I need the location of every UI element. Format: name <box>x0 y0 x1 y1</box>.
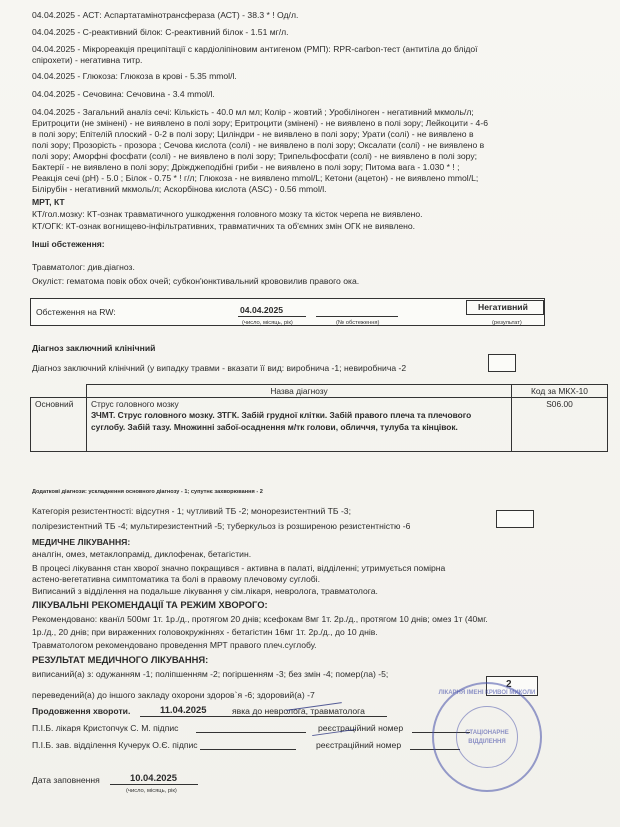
ct-brain: КТ/гол.мозку: КТ-ознак травматичного ушкодження головного мозку та кісток черепа не виявлено. <box>32 209 423 219</box>
diagnosis-icd-code: S06.00 <box>512 398 608 452</box>
treatment-course-3: Виписаний з відділення на подальше лікування у сім.лікаря, невролога, травматолога. <box>32 586 378 596</box>
result-heading: РЕЗУЛЬТАТ МЕДИЧНОГО ЛІКУВАННЯ: <box>32 654 209 665</box>
fill-date: 10.04.2025 <box>130 772 177 783</box>
rw-number-underline <box>316 316 398 317</box>
resistance-box <box>496 510 534 528</box>
lab-rpr-line2: спірохети) - негативна титр. <box>32 55 143 65</box>
hospital-stamp <box>432 679 542 792</box>
fill-date-underline <box>110 784 198 785</box>
rw-date: 04.04.2025 <box>240 305 284 315</box>
header-diagnosis-name: Назва діагнозу <box>87 385 512 398</box>
head-signature-line: П.І.Б. зав. відділення Кучерук О.Є. підпис <box>32 740 198 750</box>
traumatologist-note: Травматолог: див.діагноз. <box>32 262 135 272</box>
recommendations-heading: ЛІКУВАЛЬНІ РЕКОМЕНДАЦІЇ ТА РЕЖИМ ХВОРОГО: <box>32 599 268 610</box>
urine-line-4: полі зору; Прозорість - прозора ; Сечова кислота (солі) - не виявлено в полі зору; Оксалати (солі) - не виявлено в <box>32 140 485 150</box>
urine-line-1: 04.04.2025 - Загальний аналіз сечі: Кількість - 40.0 мл мл; Колір - жовтий ; Уробіліноген - негативний мкмоль/л; <box>32 107 474 117</box>
ct-chest: КТ/ОГК: КТ-ознак вогнищево-інфільтративних, травматичних та об'ємних змін ОГК не виявлено. <box>32 221 416 231</box>
recommendations-line-2: 1р./д., 20 днів; при вираженних головокружіннях - бетагістин 16мг 1т. 2р./д., до 10 днів. <box>32 627 378 637</box>
diagnosis-heading: Діагноз заключний клінічний <box>32 343 156 353</box>
recommendations-line-1: Рекомендовано: кванїл 500мг 1т. 1р./д., протягом 20 днів; ксефокам 8мг 1т. 2р./д., протягом 10 днів; омез 1т (40мг. <box>32 614 488 624</box>
stamp-inner-ring <box>456 706 518 768</box>
recommendations-line-3: Травматологом рекомендовано проведення МРТ правого плеч.суглобу. <box>32 640 317 650</box>
diagnosis-row-main <box>31 398 608 452</box>
resistance-line-2: полірезистентний ТБ -4; мультирезистентний -5; туберкульоз із розширеною резистентністю -6 <box>32 521 411 531</box>
result-line-1: виписаний(а) з: одужанням -1; поліпшенням -2; погіршенням -3; без змін -4; помер(ла) -5; <box>32 669 389 679</box>
rw-date-underline <box>238 316 306 317</box>
result-line-2: переведений(а) до іншого закладу охорони здоров`я -6; здоровий(а) -7 <box>32 690 315 700</box>
trauma-type-box <box>488 354 516 372</box>
head-signature-underline <box>200 749 296 750</box>
urine-line-3: в полі зору; Епітелій плоский - 0-2 в полі зору; Циліндри - не виявлено в полі зору; Урати (солі) - не виявлено в <box>32 129 474 139</box>
header-blank <box>31 385 87 398</box>
urine-line-6: Бактерії - не виявлено в полі зору; Дріжджеподібні гриби - не виявлено в полі зору; Питома вага - 1.030 * ! ; <box>32 162 460 172</box>
lab-crp: 04.04.2025 - С-реактивний білок: С-реактивний білок - 1.51 мг/л. <box>32 27 289 37</box>
lab-glucose: 04.04.2025 - Глюкоза: Глюкоза в крові - 5.35 mmol/l. <box>32 71 237 81</box>
stamp-center-2: ВІДДІЛЕННЯ <box>468 739 506 745</box>
diagnosis-description: ЗЧМТ. Струс головного мозку. ЗТГК. Забій грудної клітки. Забій правого плеча та плечового суглобу. Забій тазу. Множинні забої-осаднення м/тк голови, обличчя, тулуба та кінцівок. <box>91 410 472 432</box>
duration-label: Продовження хвороти. <box>32 706 131 716</box>
rw-label: Обстеження на RW: <box>36 307 116 317</box>
diagnosis-table-header <box>31 385 608 398</box>
treatment-heading: МЕДИЧНЕ ЛІКУВАННЯ: <box>32 537 131 547</box>
urine-line-7: Реакція сечі (рН) - 5.0 ; Білок - 0.75 * ! г/л; Глюкоза - не виявлено mmol/L; Кетони (ацетон) - не виявлено mmol/L; <box>32 173 479 183</box>
oculist-note: Окуліст: гематома повік обох очей; субкон'юнктивальний крововилив правого ока. <box>32 276 360 286</box>
rw-result-caption: (результат) <box>492 320 522 326</box>
rw-date-caption: (число, місяць, рік) <box>242 320 293 326</box>
diagnosis-row-label: Основний <box>31 398 87 452</box>
doctor-reg-number: реєстраційний номер <box>318 723 404 733</box>
lab-rpr-line1: 04.04.2025 - Мікрореакція преципітації с кардіоліпіновим антигеном (РМП): RPR-carbon-тест (антитіла до блідої <box>32 44 478 54</box>
fill-date-label: Дата заповнення <box>32 775 100 785</box>
duration-tail: явка до невролога, травматолога <box>232 706 365 716</box>
rw-result: Негативний <box>478 302 528 312</box>
head-reg-number: реєстраційний номер <box>316 740 402 750</box>
stamp-ring-text: ЛІКАРНЯ ІМЕНІ КРИВОЇ МИКОЛИ <box>438 690 536 696</box>
diagnosis-row-content <box>87 398 512 452</box>
fill-date-caption: (число, місяць, рік) <box>126 788 177 794</box>
treatment-course-1: В процесі лікування стан хворої значно покращився - активна в палаті, відділенні; утримується помірна <box>32 563 446 573</box>
urine-line-5: полі зору; Аморфні фосфати (солі) - не виявлено в полі зору; Трипельфосфати (солі) - не виявлено в полі зору; <box>32 151 478 161</box>
urine-line-8: Білірубін - негативний мкмоль/л; Аскорбінова кислота (ASC) - 0.56 mmol/l. <box>32 184 327 194</box>
additional-diagnoses-note: Додаткові діагнози: ускладнення основного діагнозу - 1; супутнє захворювання - 2 <box>32 489 263 495</box>
other-exams-heading: Інші обстеження: <box>32 239 105 249</box>
duration-date: 11.04.2025 <box>160 704 207 715</box>
header-icd-code: Код за МКХ-10 <box>512 385 608 398</box>
diagnosis-table <box>30 384 608 452</box>
resistance-line-1: Категорія резистентності: відсутня - 1; чутливий ТБ -2; монорезистентний ТБ -3; <box>32 506 351 516</box>
stamp-center-1: СТАЦІОНАРНЕ <box>465 730 509 736</box>
doctor-signature-line: П.І.Б. лікаря Кристопчук С. М. підпис <box>32 723 179 733</box>
rw-number-caption: (№ обстеження) <box>336 320 380 326</box>
diagnosis-trauma-line: Діагноз заключний клінічний (у випадку травми - вказати її вид: виробнича -1; невиробнича -2 <box>32 363 407 373</box>
lab-ast: 04.04.2025 - АСТ: Аспартатамінотрансфераза (АСТ) - 38.3 * ! Од/л. <box>32 10 299 20</box>
lab-urea: 04.04.2025 - Сечовина: Сечовина - 3.4 mmol/l. <box>32 89 215 99</box>
urine-line-2: Еритроцити (не змінені) - не виявлено в полі зору; Еритроцити (змінені) - не виявлено в полі зору; Лейкоцити - 4-6 <box>32 118 488 128</box>
mrt-heading: МРТ, КТ <box>32 197 65 207</box>
treatment-drugs: аналгін, омез, метаклопрамід, диклофенак, бетагістин. <box>32 549 252 559</box>
result-code: 2 <box>506 679 512 690</box>
doctor-signature-underline <box>196 732 306 733</box>
duration-date-underline <box>140 716 238 717</box>
diagnosis-title: Струс головного мозку <box>91 399 179 409</box>
duration-tail-underline <box>232 716 387 717</box>
treatment-course-2: астено-вегетативна симптоматика та болі в правому плечовому суглобі. <box>32 574 320 584</box>
